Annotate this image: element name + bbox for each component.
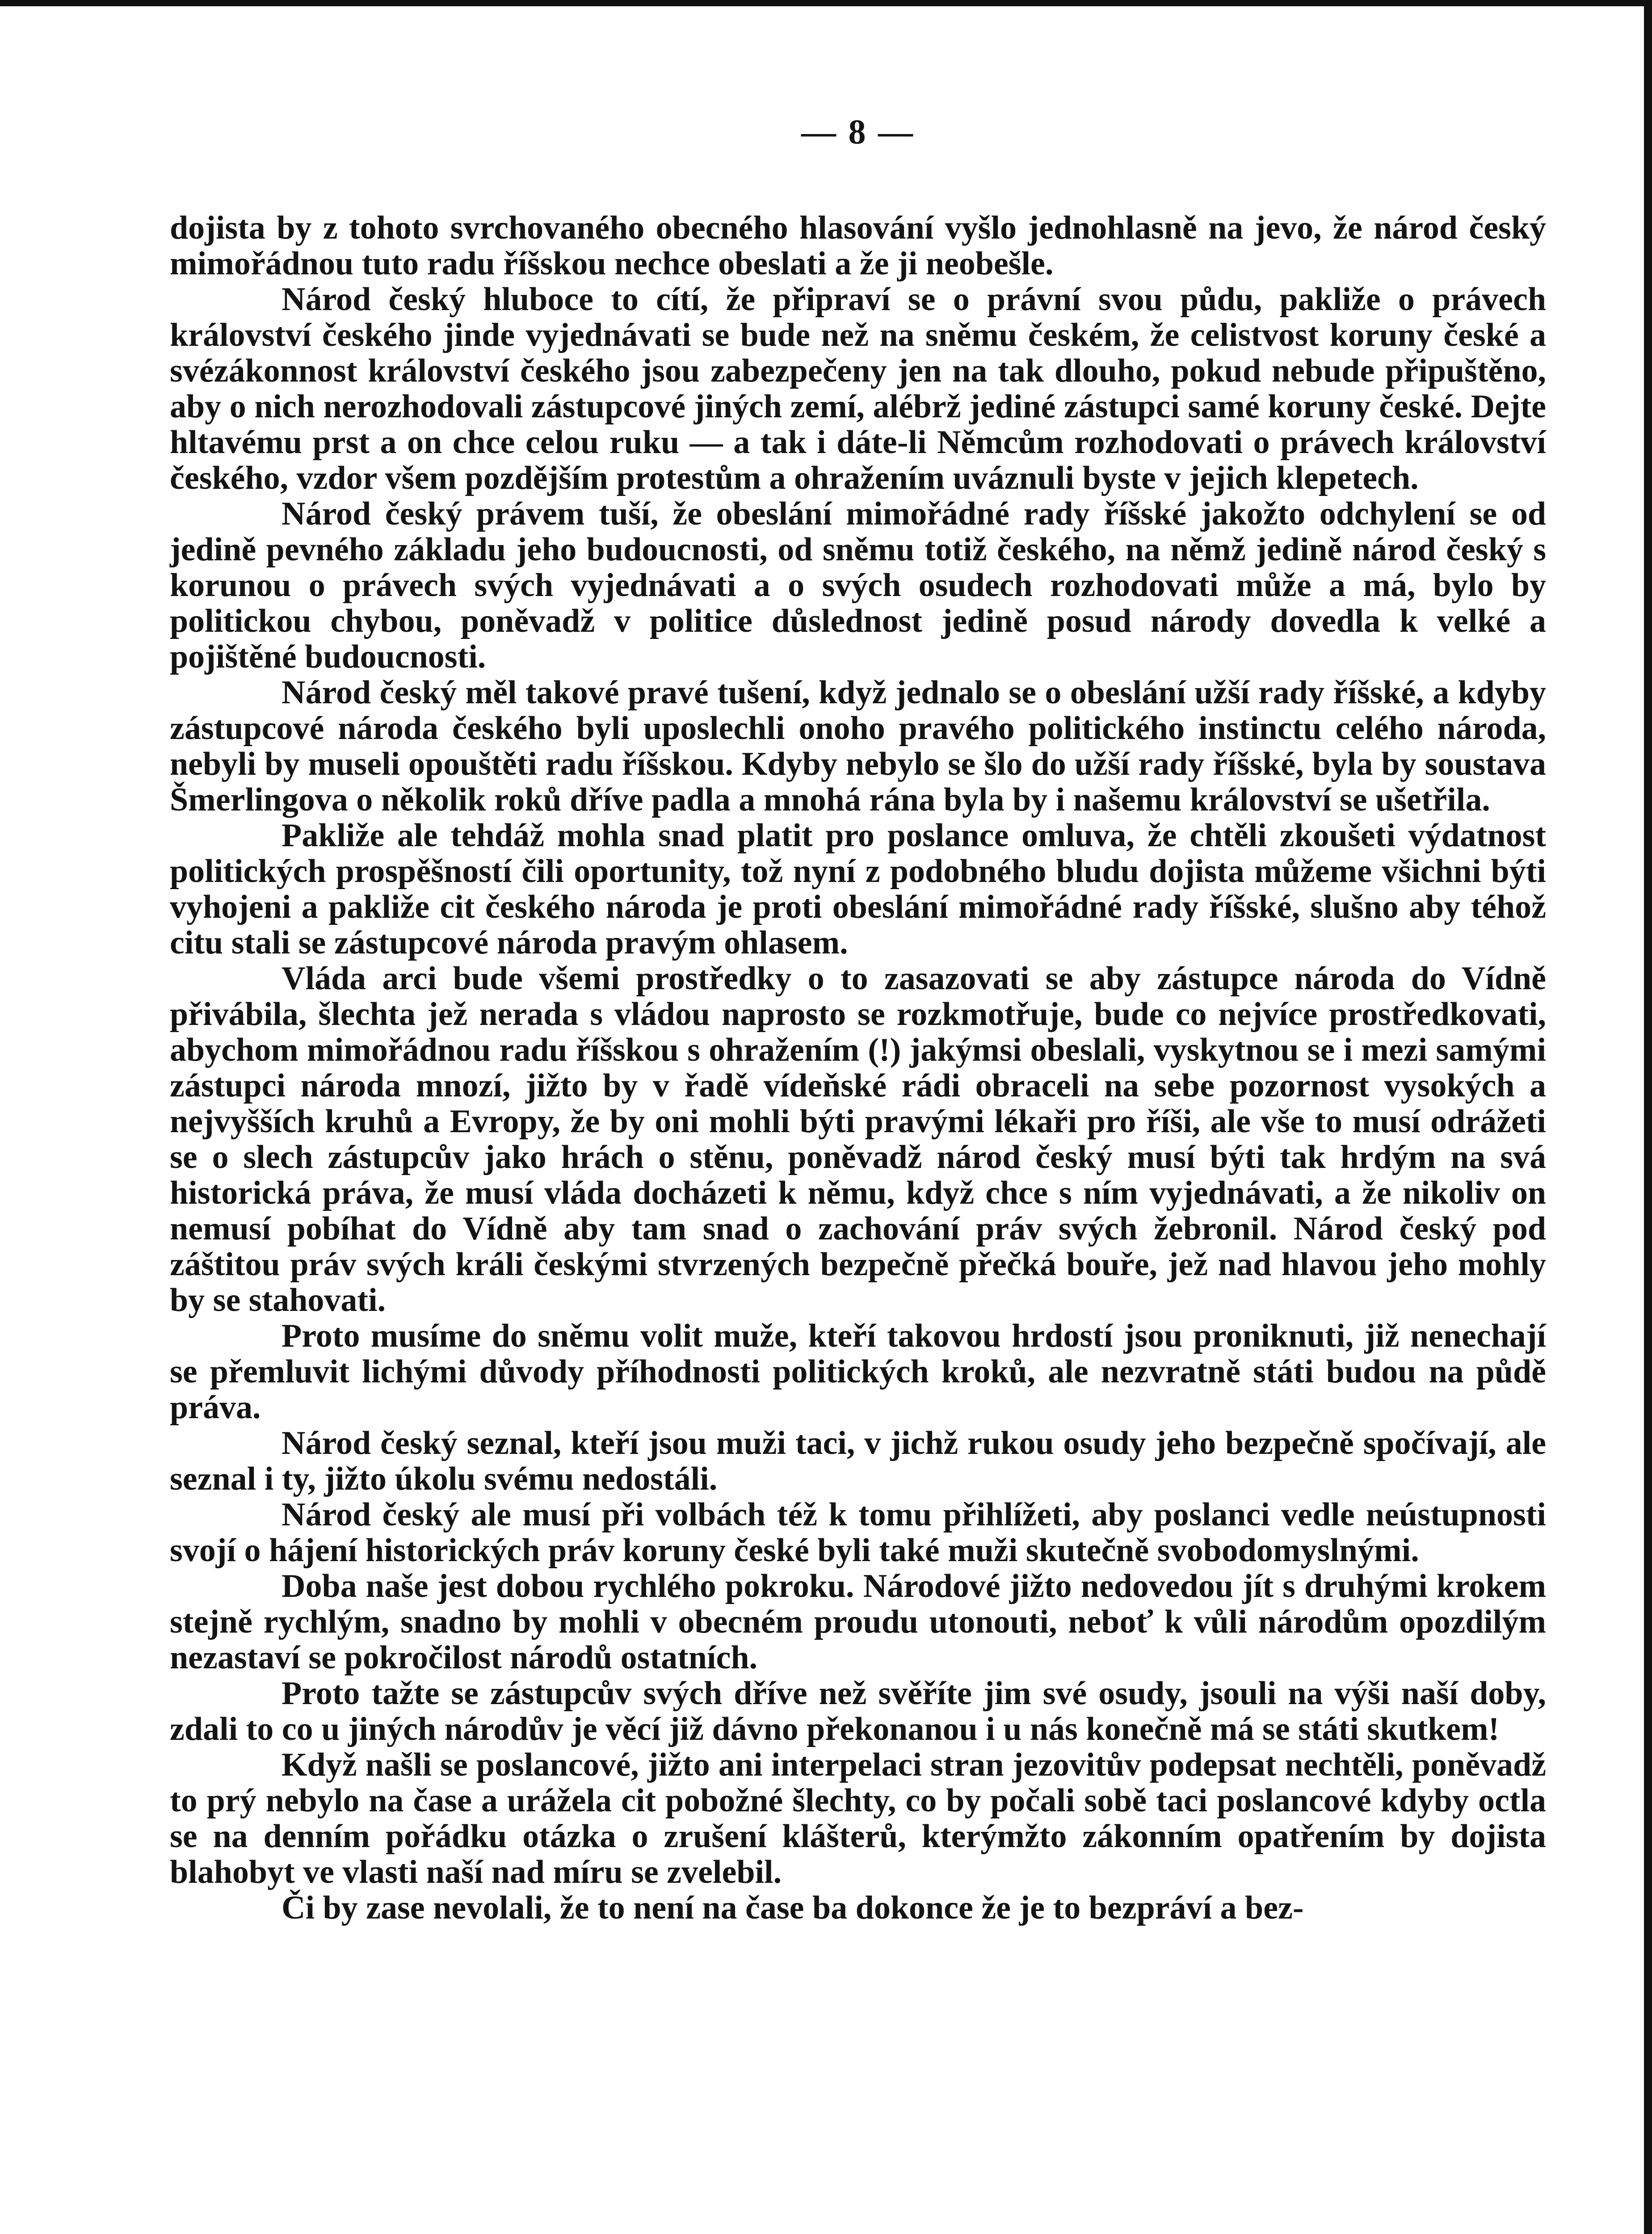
paragraph: Vláda arci bude všemi prostředky o to zasazovati se aby zástupce národa do Vídně přivábila, šlechta jež nerada s vládou naprosto se rozkmotřuje, bude co nejvíce prostředkovati, abychom mimořádnou radu říšskou s ohražením (!) jakýmsi obeslali, vyskytnou se i mezi samými zástupci národa mnozí, jižto by v řadě vídeňské rádi obraceli na sebe pozornost vysokých a nejvyšších kruhů a Evropy, že by oni mohli býti pravými lékaři pro říši, ale vše to musí odrážeti se o slech zástupcův jako hrách o stěnu, poněvadž národ český musí býti tak hrdým na svá historická práva, že musí vláda docházeti k němu, když chce s ním vyjednávati, a že nikoliv on nemusí pobíhat do Vídně aby tam snad o zachování práv svých žebronil. Národ český pod záštitou práv svých králi českými stvrzených bezpečně přečká bouře, jež nad hlavou jeho mohly by se stahovati. bbox=[170, 960, 1546, 1319]
paragraph: Pakliže ale tehdáž mohla snad platit pro poslance omluva, že chtěli zkoušeti výdatnost politických prospěšností čili oportunity, tož nyní z podobného bludu dojista můžeme všichni býti vyhojeni a pakliže cit českého národa je proti obeslání mimořádné rady říšské, slušno aby téhož citu stali se zástupcové národa pravým ohlasem. bbox=[170, 817, 1546, 961]
paragraph: Národ český měl takové pravé tušení, když jednalo se o obeslání užší rady říšské, a kdyby zástupcové národa českého byli uposlechli onoho pravého politického instinctu celého národa, nebyli by museli opouštěti radu říšskou. Kdyby nebylo se šlo do užší rady říšské, byla by soustava Šmerlingova o několik roků dříve padla a mnohá rána byla by i našemu království se ušetřila. bbox=[170, 674, 1546, 818]
scan-border-top bbox=[0, 0, 1652, 6]
paragraph: Národ český hluboce to cítí, že připraví se o právní svou půdu, pakliže o právech království českého jinde vyjednávati se bude než na sněmu českém, že celistvost koruny české a svézákonnost království českého jsou zabezpečeny jen na tak dlouho, pokud nebude připuštěno, aby o nich nerozhodovali zástupcové jiných zemí, alébrž jediné zástupci samé koruny české. Dejte hltavému prst a on chce celou ruku — a tak i dáte-li Němcům rozhodovati o právech království českého, vzdor všem pozdějším protestům a ohražením uváznuli byste v jejich klepetech. bbox=[170, 281, 1546, 496]
paragraph: Národ český právem tuší, že obeslání mimořádné rady říšské jakožto odchylení se od jedině pevného základu jeho budoucnosti, od sněmu totiž českého, na němž jedině národ český s korunou o právech svých vyjednávati a o svých osudech rozhodovati může a má, bylo by politickou chybou, poněvadž v politice důslednost jedině posud národy dovedla k velké a pojištěné budoucnosti. bbox=[170, 496, 1546, 675]
document-page bbox=[170, 112, 1546, 2234]
paragraph: Když našli se poslancové, jižto ani interpelaci stran jezovitův podepsat nechtěli, poněvadž to prý nebylo na čase a urážela cit pobožné šlechty, co by počali sobě taci poslancové kdyby octla se na denním pořádku otázka o zrušení klášterů, kterýmžto zákonním opatřením by dojista blahobyt ve vlasti naší nad míru se zvelebil. bbox=[170, 1747, 1546, 1890]
paragraph-last: Či by zase nevolali, že to není na čase ba dokonce že je to bezpráví a bez- bbox=[282, 1890, 1304, 1926]
paragraph: Proto musíme do sněmu volit muže, kteří takovou hrdostí jsou proniknuti, již nenechají se přemluvit lichými důvody příhodnosti politických kroků, ale nezvratně státi budou na půdě práva. bbox=[170, 1318, 1546, 1426]
paragraph-continuation: dojista by z tohoto svrchovaného obecného hlasování vyšlo jednohlasně na jevo, že národ český mimořádnou tuto radu říšskou nechce obeslati a že ji neobešle. bbox=[170, 210, 1546, 282]
page-number: — 8 — bbox=[801, 112, 915, 151]
paragraph: Proto tažte se zástupcův svých dříve než svěříte jim své osudy, jsouli na výši naší doby, zdali to co u jiných národův je věcí již dávno překonanou i u nás konečně má se státi skutkem! bbox=[170, 1675, 1546, 1747]
scan-border-right bbox=[1644, 0, 1652, 2234]
paragraph: Národ český seznal, kteří jsou muži taci, v jichž rukou osudy jeho bezpečně spočívají, ale seznal i ty, jižto úkolu svému nedostáli. bbox=[170, 1425, 1546, 1497]
paragraph: Doba naše jest dobou rychlého pokroku. Národové jižto nedovedou jít s druhými krokem stejně rychlým, snadno by mohli v obecném proudu utonouti, neboť k vůli národům opozdilým nezastaví se pokročilost národů ostatních. bbox=[170, 1568, 1546, 1676]
paragraph: Národ český ale musí při volbách též k tomu přihlížeti, aby poslanci vedle neústupnosti svojí o hájení historických práv koruny české byli také muži skutečně svobodomyslnými. bbox=[170, 1496, 1546, 1569]
